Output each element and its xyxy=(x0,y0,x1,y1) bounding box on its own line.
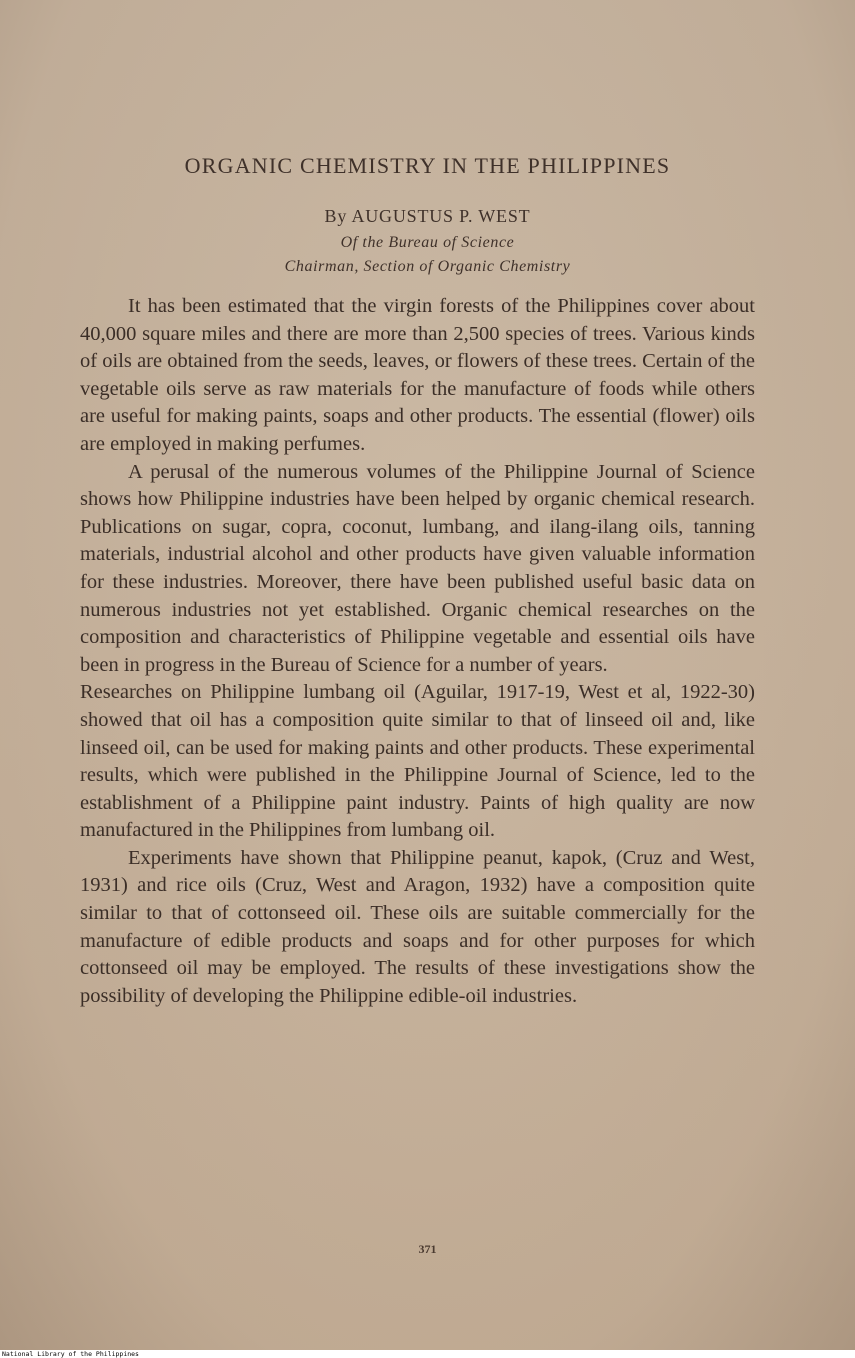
paragraph: Experiments have shown that Philippine peanut, kapok, (Cruz and West, 1931) and rice oils (Cruz, West and Aragon, 1932) have a composition quite similar to that of cottonseed oil. These oils are suitable commercially for the manufacture of edible products and soaps and for other purposes for which cottonseed oil may be employed. The results of these investigations show the possibility of developing the Philippine edible-oil industries. xyxy=(80,846,755,1007)
article-title: ORGANIC CHEMISTRY IN THE PHILIPPINES xyxy=(184,153,671,178)
paragraph: A perusal of the numerous volumes of the Philippine Journal of Science shows how Philippine industries have been helped by organic chemical research. Publications on sugar, copra, coconut, lumbang, and ilang-ilang oils, tanning materials, industrial alcohol and other products have given valuable information for these industries. Moreover, there have been published useful basic data on numerous industries not yet established. Organic chemical researches on the composition and characteristics of Philippine vegetable and essential oils have been in progress in the Bureau of Science for a number of years. xyxy=(80,460,755,676)
author-affiliation: Of the Bureau of Science xyxy=(340,234,515,251)
article-body xyxy=(80,293,755,1010)
paragraph: It has been estimated that the virgin forests of the Philippines cover about 40,000 square miles and there are more than 2,500 species of trees. Various kinds of oils are obtained from the seeds, leaves, or flowers of these trees. Certain of the vegetable oils serve as raw materials for the manufacture of foods while others are useful for making paints, soaps and other products. The essential (flower) oils are employed in making perfumes. xyxy=(80,295,755,455)
library-credit: National Library of the Philippines xyxy=(2,1350,139,1358)
paragraph: Researches on Philippine lumbang oil (Aguilar, 1917-19, West et al, 1922-30) showed that oil has a composition quite similar to that of linseed oil and, like linseed oil, can be used for making paints and other products. These experimental results, which were published in the Philippine Journal of Science, led to the establishment of a Philippine paint industry. Paints of high quality are now manufactured in the Philippines from lumbang oil. xyxy=(80,681,755,842)
author-byline: By AUGUSTUS P. WEST xyxy=(324,206,531,226)
page-number: 371 xyxy=(418,1242,437,1256)
author-role: Chairman, Section of Organic Chemistry xyxy=(284,258,571,275)
